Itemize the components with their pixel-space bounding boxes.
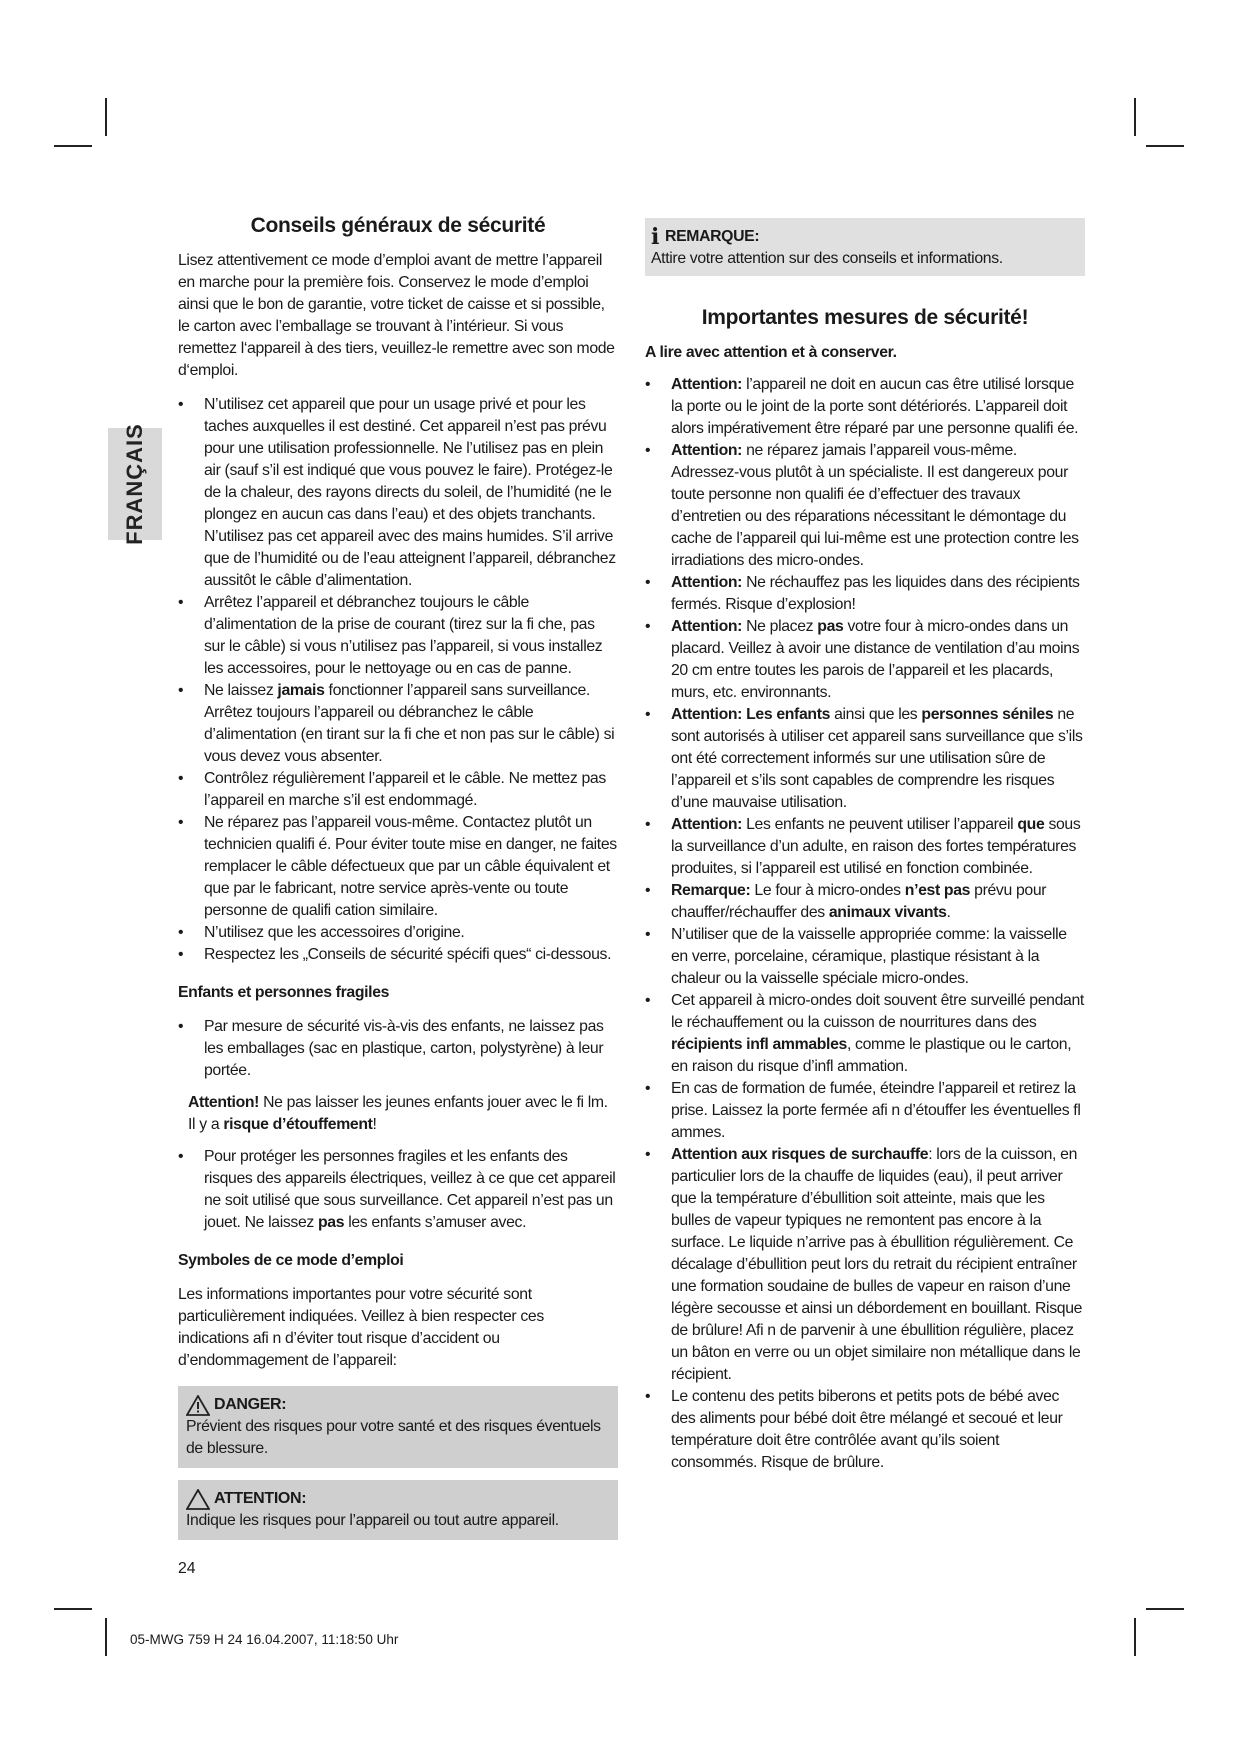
children-list [178, 1016, 618, 1082]
crop-mark [1146, 145, 1184, 147]
children-heading: Enfants et personnes fragiles [178, 984, 390, 1001]
caution-triangle-icon [186, 1489, 210, 1510]
symbols-text: Les informations importantes pour votre sécurité sont particulièrement indiquées. Veillez à bien respecter ces indications afi n d’éviter tout risque d’accident ou d’endommagement de l’appareil: [178, 1286, 544, 1369]
list-item: • Attention: Ne réchauffez pas les liquides dans des récipients fermés. Risque d’explosion! [645, 572, 1085, 616]
list-item: • En cas de formation de fumée, éteindre l’appareil et retirez la prise. Laissez la porte fermée afi n d’étouffer les éventuelles fl ammes. [645, 1078, 1085, 1144]
attention-note: Attention! Ne pas laisser les jeunes enfants jouer avec le fi lm. Il y a risque d’étouffement! [188, 1094, 608, 1133]
right-column [645, 218, 1085, 1474]
list-item: • N’utilisez que les accessoires d’origine. [178, 922, 618, 944]
list-item: • Attention: Les enfants ne peuvent utiliser l’appareil que sous la surveillance d’un adulte, en raison des fortes températures produites, si l’appareil est utilisé en fonction combinée. [645, 814, 1085, 880]
crop-mark [54, 1608, 92, 1610]
symbols-heading: Symboles de ce mode d’emploi [178, 1252, 404, 1269]
list-item: • Ne réparez pas l’appareil vous-même. Contactez plutôt un technicien qualifi é. Pour éviter toute mise en danger, ne faites remplacer le câble défectueux que par un câble équivalent et que par le fabricant, notre service après-vente ou toute personne de qualifi cation similaire. [178, 812, 618, 922]
attention-box [178, 1480, 618, 1540]
remark-box [645, 218, 1085, 276]
children-list-2 [178, 1146, 618, 1234]
general-safety-title: Conseils généraux de sécurité [250, 214, 546, 237]
general-safety-list [178, 394, 618, 966]
list-item: • Contrôlez régulièrement l’appareil et le câble. Ne mettez pas l’appareil en marche s’il est endommagé. [178, 768, 618, 812]
language-tab [108, 423, 162, 545]
read-and-keep-subheading: A lire avec attention et à conserver. [645, 344, 897, 361]
list-item: • Arrêtez l’appareil et débranchez toujours le câble d’alimentation de la prise de courant (tirez sur la fi che, pas sur le câble) si vous n’utilisez pas l’appareil, si vous installez les accessoires, pour le nettoyage ou en cas de panne. [178, 592, 618, 680]
crop-mark [54, 145, 92, 147]
important-safety-list [645, 374, 1085, 1474]
crop-mark [1146, 1608, 1184, 1610]
list-item: • N’utiliser que de la vaisselle appropriée comme: la vaisselle en verre, porcelaine, céramique, plastique résistant à la chaleur ou la vaisselle spéciale micro-ondes. [645, 924, 1085, 990]
crop-mark [1134, 98, 1136, 136]
list-item: • Respectez les „Conseils de sécurité spécifi ques“ ci-dessous. [178, 944, 618, 966]
remark-text: Attire votre attention sur des conseils et informations. [651, 250, 1003, 267]
crop-mark [1134, 1618, 1136, 1656]
danger-title: DANGER: [186, 1394, 610, 1416]
list-item: • Pour protéger les personnes fragiles et les enfants des risques des appareils électriques, veillez à ce que cet appareil ne soit utilisé que sous surveillance. Cet appareil n’est pas un jouet. Ne laissez pas les enfants s’amuser avec. [178, 1146, 618, 1234]
print-footer: 05-MWG 759 H 24 16.04.2007, 11:18:50 Uhr [130, 1632, 399, 1647]
attention-title: ATTENTION: [186, 1488, 610, 1510]
list-item: • Attention: Les enfants ainsi que les personnes séniles ne sont autorisés à utiliser cet appareil sans surveillance que s’ils ont été correctement informés sur une utilisation sûre de l’appareil et s’ils sont capables de comprendre les risques d’une mauvaise utilisation. [645, 704, 1085, 814]
list-item: • Cet appareil à micro-ondes doit souvent être surveillé pendant le réchauffement ou la cuisson de nourritures dans des récipients infl ammables, comme le plastique ou le carton, en raison du risque d’infl ammation. [645, 990, 1085, 1078]
list-item: • Attention aux risques de surchauffe: lors de la cuisson, en particulier lors de la chauffe de liquides (eau), il peut arriver que la température d’ébullition soit atteinte, mais que les bulles de vapeur typiques ne remontent pas encore à la surface. Le liquide n’arrive pas à ébullition régulièrement. Ce décalage d’ébullition peut lors du retrait du récipient entraîner une formation soudaine de bulles de vapeur en raison d’une légère secousse et ainsi un débordement en bouillant. Risque de brûlure! Afi n de parvenir à une ébullition régulière, placez un bâton en verre ou un objet similaire non métallique dans le récipient. [645, 1144, 1085, 1386]
remark-title: i REMARQUE: [651, 224, 760, 250]
list-item: • Remarque: Le four à micro-ondes n’est pas prévu pour chauffer/réchauffer des animaux vivants. [645, 880, 1085, 924]
warning-triangle-icon [186, 1395, 210, 1416]
info-icon: i [651, 224, 660, 250]
important-safety-title: Importantes mesures de sécurité! [701, 306, 1029, 329]
list-item: • Attention: l’appareil ne doit en aucun cas être utilisé lorsque la porte ou le joint de la porte sont détériorés. L’appareil doit alors impérativement être réparé par une personne qualifi ée. [645, 374, 1085, 440]
crop-mark [105, 98, 107, 136]
left-column [178, 212, 618, 1540]
crop-mark [105, 1618, 107, 1656]
page-number: 24 [178, 1560, 196, 1577]
language-tab-label: FRANÇAIS [122, 423, 147, 545]
danger-box [178, 1386, 618, 1468]
attention-text: Indique les risques pour l’appareil ou tout autre appareil. [186, 1512, 559, 1529]
danger-text: Prévient des risques pour votre santé et des risques éventuels de blessure. [186, 1418, 601, 1457]
list-item: • N’utilisez cet appareil que pour un usage privé et pour les taches auxquelles il est destiné. Cet appareil n’est pas prévu pour une utilisation professionnelle. Ne l’utilisez pas en plein air (sauf s’il est indiqué que vous pouvez le faire). Protégez-le de la chaleur, des rayons directs du soleil, de l’humidité (ne le plongez en aucun cas dans l’eau) et des objets tranchants. N’utilisez pas cet appareil avec des mains humides. S’il arrive que de l’humidité ou de l’eau atteignent l’appareil, débranchez aussitôt le câble d’alimentation. [178, 394, 618, 592]
list-item: • Attention: Ne placez pas votre four à micro-ondes dans un placard. Veillez à avoir une distance de ventilation d’au moins 20 cm entre toutes les parois de l’appareil et les placards, murs, etc. environnants. [645, 616, 1085, 704]
intro-paragraph: Lisez attentivement ce mode d’emploi avant de mettre l’appareil en marche pour la première fois. Conservez le mode d’emploi ainsi que le bon de garantie, votre ticket de caisse et si possible, le carton avec l’emballage se trouvant à l’intérieur. Si vous remettez l‘appareil à des tiers, veuillez-le remettre avec son mode d‘emploi. [178, 252, 615, 379]
list-item: • Attention: ne réparez jamais l’appareil vous-même. Adressez-vous plutôt à un spécialiste. Il est dangereux pour toute personne non qualifi ée d’effectuer des travaux d’entretien ou des réparations nécessitant le démontage du cache de l’appareil qui lui-même est une protection contre les irradiations des micro-ondes. [645, 440, 1085, 572]
list-item: • Le contenu des petits biberons et petits pots de bébé avec des aliments pour bébé doit être mélangé et secoué et leur température doit être contrôlée avant qu’ils soient consommés. Risque de brûlure. [645, 1386, 1085, 1474]
list-item: • Ne laissez jamais fonctionner l’appareil sans surveillance. Arrêtez toujours l’appareil ou débranchez le câble d’alimentation (en tirant sur la fi che et non pas sur le câble) si vous devez vous absenter. [178, 680, 618, 768]
list-item: • Par mesure de sécurité vis-à-vis des enfants, ne laissez pas les emballages (sac en plastique, carton, polystyrène) à leur portée. [178, 1016, 618, 1082]
